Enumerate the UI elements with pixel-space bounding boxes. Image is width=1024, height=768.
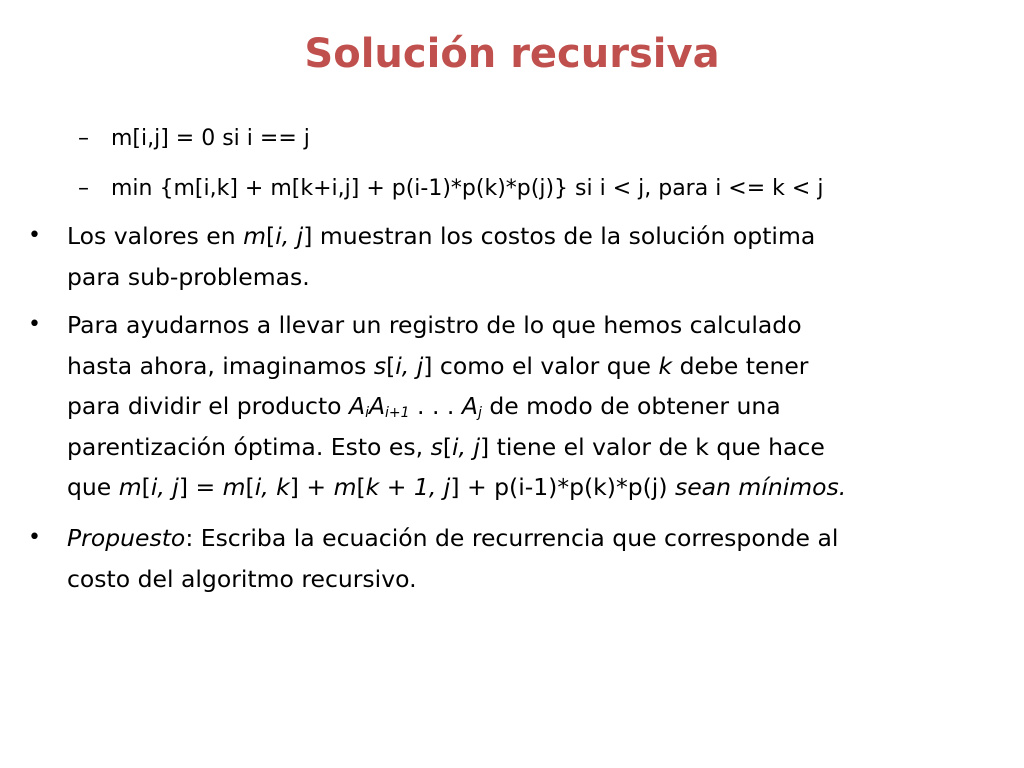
text-line [67, 559, 987, 600]
text-run: Para ayudarnos a llevar un registro de lo que hemos calculado [67, 311, 802, 339]
text-run: . . . [409, 392, 462, 420]
bullet-text [67, 216, 987, 297]
italic-run: i, k [254, 473, 290, 501]
text-run: que [67, 473, 119, 501]
text-run: : Escriba la ecuación de recurrencia que corresponde al [185, 524, 839, 552]
italic-run: k [658, 351, 673, 380]
italic-run: i, j [150, 473, 179, 501]
text-run: costo del algoritmo recursivo. [67, 564, 417, 593]
text-run: debe tener [672, 351, 809, 380]
slide-title: Solución recursiva [304, 31, 720, 77]
text-line [67, 216, 987, 257]
subscript-run: i+1 [385, 405, 410, 421]
text-run: ] como el valor que [423, 351, 659, 380]
italic-run: Propuesto [67, 524, 186, 552]
text-line [67, 518, 987, 559]
text-run: ] [289, 473, 307, 501]
dash-marker: – [78, 176, 89, 201]
bullet-marker: • [28, 223, 41, 248]
text-run: [ [266, 222, 276, 250]
text-run: [ [442, 432, 452, 461]
italic-run: A [349, 392, 366, 420]
bullet-marker: • [28, 525, 41, 550]
bullet-text [67, 305, 987, 508]
italic-run: A [368, 392, 386, 420]
text-run: [ [141, 473, 151, 501]
text-run: hasta ahora, imaginamos [67, 351, 374, 380]
italic-run: m [118, 473, 142, 501]
text-run: parentización óptima. Esto es, [67, 432, 431, 461]
text-run: Los valores en [67, 222, 244, 250]
text-run: ] tiene el valor de k que hace [479, 432, 825, 461]
text-line [67, 305, 987, 346]
text-run: [ [356, 473, 366, 501]
text-line [67, 386, 987, 427]
italic-run: + m [306, 473, 357, 501]
text-run: [ [245, 473, 255, 501]
text-run: ] muestran los costos de la solución optima [303, 222, 816, 250]
dash-marker: – [78, 126, 89, 151]
italic-run: s [373, 351, 387, 380]
text-run: para sub-problemas. [67, 262, 310, 291]
text-run: ] + p(i-1)*p(k)*p(j) [450, 473, 675, 501]
italic-run: i, j [395, 351, 424, 380]
text-line [67, 257, 987, 298]
italic-run: = m [195, 473, 246, 501]
subscript-run: i [365, 405, 369, 421]
sub-item-text: min {m[i,k] + m[k+i,j] + p(i-1)*p(k)*p(j)} si i < j, para i <= k < j [111, 176, 824, 201]
text-line [67, 346, 987, 387]
text-run: [ [386, 351, 396, 380]
italic-run: i, j [275, 222, 304, 250]
italic-run: s [430, 432, 443, 461]
bullet-text [67, 518, 987, 599]
text-run: para dividir el producto [67, 392, 349, 420]
italic-run: A [461, 392, 478, 420]
text-run: de modo de obtener una [481, 392, 781, 420]
text-line [67, 427, 987, 468]
subscript-run: j [477, 405, 482, 421]
text-line [67, 467, 987, 508]
text-run: ] [178, 473, 196, 501]
sub-item-text: m[i,j] = 0 si i == j [111, 126, 310, 151]
italic-run: m [243, 222, 267, 250]
bullet-marker: • [28, 312, 41, 337]
italic-run: i, j [451, 432, 480, 461]
italic-run: sean mínimos. [674, 473, 847, 501]
italic-run: k + 1, j [365, 473, 451, 501]
